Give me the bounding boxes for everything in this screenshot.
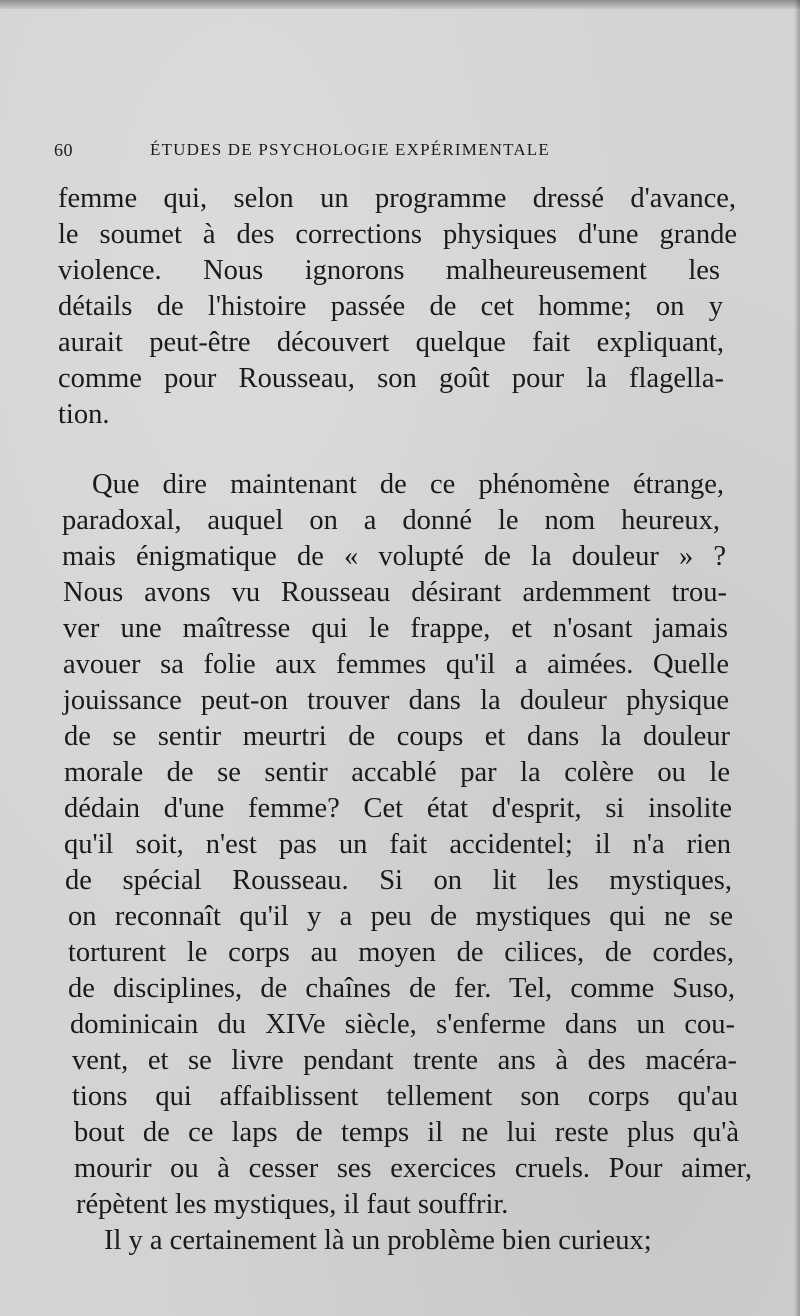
text-line: de spécial Rousseau. Si on lit les mystiques,	[65, 865, 732, 896]
page-header	[54, 136, 734, 168]
text-line: dédain d'une femme? Cet état d'esprit, si insolite	[64, 793, 732, 824]
text-line: de disciplines, de chaînes de fer. Tel, comme Suso,	[68, 973, 735, 1004]
text-line: répètent les mystiques, il faut souffrir.	[76, 1189, 509, 1220]
text-line: aurait peut-être découvert quelque fait expliquant,	[58, 327, 724, 358]
page-number: 60	[54, 140, 73, 160]
text-line: comme pour Rousseau, son goût pour la flagella-	[58, 363, 724, 394]
text-line: de se sentir meurtri de coups et dans la douleur	[64, 721, 730, 752]
text-line: torturent le corps au moyen de cilices, de cordes,	[68, 937, 734, 968]
text-line: qu'il soit, n'est pas un fait accidentel; il n'a rien	[64, 829, 731, 860]
text-line: femme qui, selon un programme dressé d'avance,	[58, 183, 736, 214]
text-line: Nous avons vu Rousseau désirant ardemment trou-	[63, 577, 727, 608]
text-line: violence. Nous ignorons malheureusement les	[58, 255, 720, 286]
page-top-edge	[0, 0, 800, 9]
text-line: mais énigmatique de « volupté de la douleur » ?	[62, 541, 726, 572]
text-line: tion.	[58, 399, 110, 430]
text-line: Il y a certainement là un problème bien curieux;	[104, 1225, 652, 1256]
text-line: le soumet à des corrections physiques d'une grande	[58, 219, 737, 250]
text-line: tions qui affaiblissent tellement son corps qu'au	[72, 1081, 738, 1112]
page-right-edge	[794, 0, 800, 1316]
text-line: Que dire maintenant de ce phénomène étrange,	[92, 469, 724, 500]
text-line: vent, et se livre pendant trente ans à des macéra-	[72, 1045, 737, 1076]
text-line: dominicain du XIVe siècle, s'enferme dans un cou-	[70, 1009, 735, 1040]
text-line: paradoxal, auquel on a donné le nom heureux,	[62, 505, 720, 536]
text-line: on reconnaît qu'il y a peu de mystiques qui ne se	[68, 901, 733, 932]
running-head: ÉTUDES DE PSYCHOLOGIE EXPÉRIMENTALE	[150, 140, 550, 159]
text-line: mourir ou à cesser ses exercices cruels. Pour aimer,	[74, 1153, 752, 1184]
text-line: détails de l'histoire passée de cet homme; on y	[58, 291, 723, 322]
text-line: avouer sa folie aux femmes qu'il a aimées. Quelle	[63, 649, 729, 680]
text-line: ver une maîtresse qui le frappe, et n'osant jamais	[63, 613, 728, 644]
text-line: bout de ce laps de temps il ne lui reste plus qu'à	[74, 1117, 739, 1148]
text-line: morale de se sentir accablé par la colère ou le	[64, 757, 730, 788]
text-line: jouissance peut-on trouver dans la douleur physique	[63, 685, 729, 716]
